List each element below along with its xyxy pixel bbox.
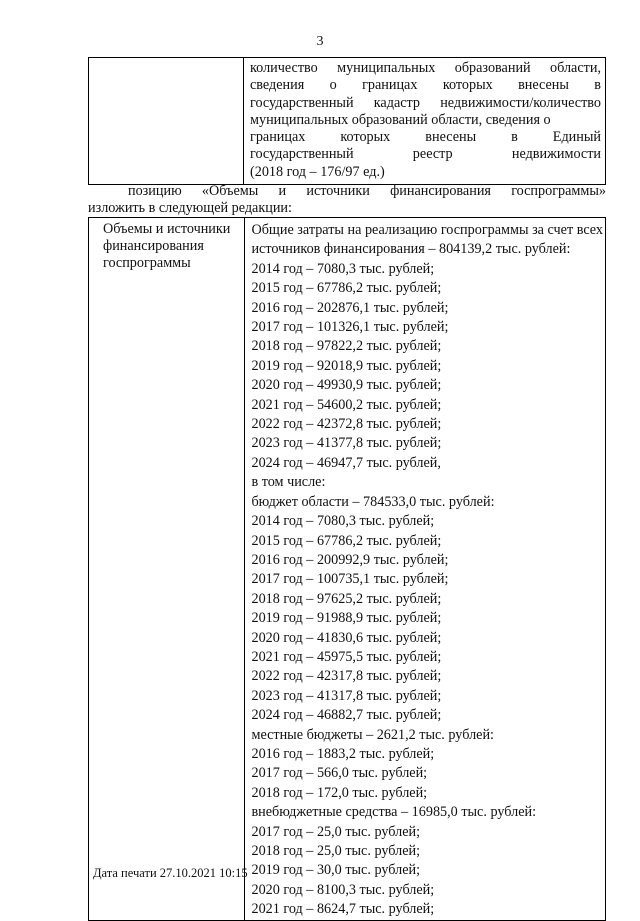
- finance-line: 2022 год – 42372,8 тыс. рублей;: [251, 416, 442, 433]
- finance-line: 2018 год – 97625,2 тыс. рублей;: [251, 590, 442, 607]
- finance-line: 2017 год – 25,0 тыс. рублей;: [251, 823, 421, 840]
- finance-line: внебюджетные средства – 16985,0 тыс. рублей:: [251, 804, 537, 821]
- finance-line: местные бюджеты – 2621,2 тыс. рублей:: [251, 726, 494, 743]
- finance-line: 2017 год – 100735,1 тыс. рублей;: [251, 571, 449, 588]
- finance-line: бюджет области – 784533,0 тыс. рублей:: [251, 493, 495, 510]
- intro-line-1: позицию «Объемы и источники финансирования госпрограммы»: [128, 183, 606, 199]
- finance-line: 2018 год – 25,0 тыс. рублей;: [251, 843, 421, 859]
- finance-line: источников финансирования – 804139,2 тыс. рублей:: [251, 241, 571, 258]
- finance-line: 2015 год – 67786,2 тыс. рублей;: [251, 532, 442, 549]
- finance-line: 2020 год – 49930,9 тыс. рублей;: [251, 377, 442, 394]
- indicator-line: границах которых внесены в Единый: [250, 129, 601, 146]
- continuation-table: [88, 57, 606, 185]
- finance-line: 2023 год – 41377,8 тыс. рублей;: [251, 435, 442, 452]
- indicator-line: государственный кадастр недвижимости/количество: [250, 94, 601, 111]
- indicator-cell: [244, 58, 606, 185]
- finance-label-cell: [89, 218, 245, 921]
- finance-line: 2014 год – 7080,3 тыс. рублей;: [251, 260, 435, 277]
- finance-line: 2021 год – 8624,7 тыс. рублей;: [251, 901, 435, 918]
- finance-label-line: финансирования: [103, 238, 204, 255]
- indicator-line: (2018 год – 176/97 ед.): [250, 163, 385, 180]
- finance-line: 2020 год – 8100,3 тыс. рублей;: [251, 881, 435, 898]
- finance-line: 2021 год – 54600,2 тыс. рублей;: [251, 396, 442, 413]
- finance-line: 2023 год – 41317,8 тыс. рублей;: [251, 687, 442, 704]
- finance-line: 2019 год – 91988,9 тыс. рублей;: [251, 610, 442, 627]
- finance-line: 2018 год – 172,0 тыс. рублей;: [251, 784, 428, 801]
- intro-line-2: изложить в следующей редакции:: [88, 200, 292, 216]
- finance-line: 2015 год – 67786,2 тыс. рублей;: [251, 280, 442, 297]
- finance-line: 2018 год – 97822,2 тыс. рублей;: [251, 338, 442, 355]
- finance-line: 2017 год – 101326,1 тыс. рублей;: [251, 319, 449, 336]
- print-date-footer: Дата печати 27.10.2021 10:15: [93, 866, 248, 880]
- finance-label-line: Объемы и источники: [103, 221, 231, 237]
- finance-values-cell: [245, 218, 606, 921]
- finance-line: 2024 год – 46882,7 тыс. рублей;: [251, 707, 442, 724]
- finance-line: 2014 год – 7080,3 тыс. рублей;: [251, 513, 435, 530]
- indicator-line: сведения о границах которых внесены в: [250, 77, 601, 94]
- indicator-line: государственный реестр недвижимости: [250, 146, 601, 163]
- finance-table: [88, 217, 606, 921]
- finance-line: 2019 год – 30,0 тыс. рублей;: [251, 862, 421, 879]
- finance-line: 2016 год – 200992,9 тыс. рублей;: [251, 551, 449, 568]
- finance-line: 2016 год – 1883,2 тыс. рублей;: [251, 745, 435, 762]
- finance-line: 2016 год – 202876,1 тыс. рублей;: [251, 299, 449, 316]
- finance-line: 2020 год – 41830,6 тыс. рублей;: [251, 629, 442, 646]
- finance-line: 2024 год – 46947,7 тыс. рублей,: [251, 454, 441, 471]
- finance-line: Общие затраты на реализацию госпрограммы за счет всех: [251, 222, 603, 238]
- indicator-line: муниципальных образований области, сведения о: [250, 111, 551, 128]
- finance-line: в том числе:: [251, 474, 326, 491]
- finance-line: 2022 год – 42317,8 тыс. рублей;: [251, 668, 442, 685]
- finance-line: 2019 год – 92018,9 тыс. рублей;: [251, 357, 442, 374]
- finance-line: 2021 год – 45975,5 тыс. рублей;: [251, 648, 442, 665]
- indicator-line: количество муниципальных образований области,: [250, 60, 601, 76]
- finance-label-line: госпрограммы: [103, 255, 191, 272]
- empty-label-cell: [89, 58, 244, 185]
- page-number: 3: [316, 34, 324, 49]
- finance-line: 2017 год – 566,0 тыс. рублей;: [251, 765, 428, 782]
